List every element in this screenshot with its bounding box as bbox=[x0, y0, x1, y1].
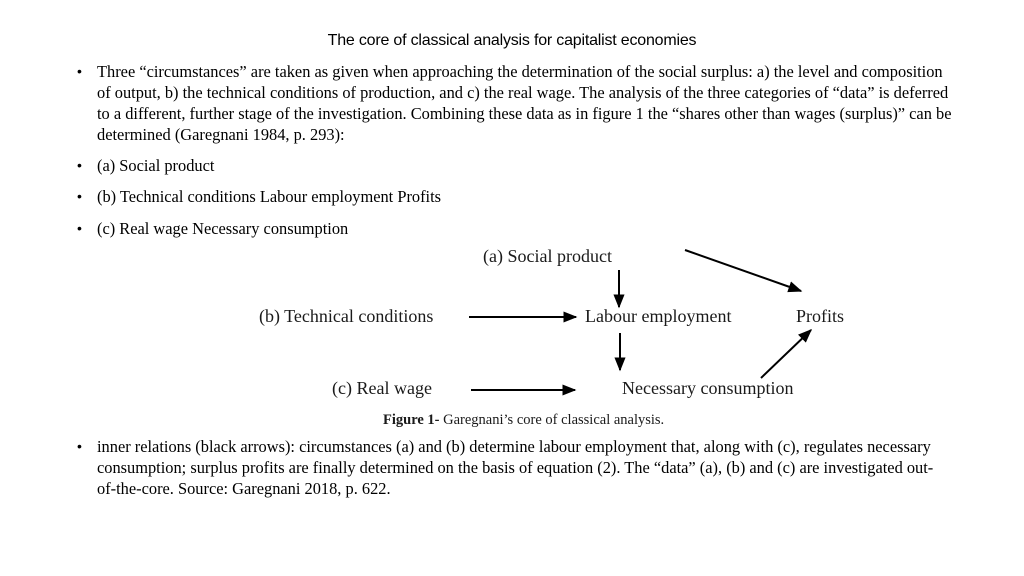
bullet-item: • (c) Real wage Necessary consumption bbox=[73, 218, 953, 239]
slide-title: The core of classical analysis for capitalist economies bbox=[327, 32, 697, 49]
node-technical-conditions: (b) Technical conditions bbox=[259, 306, 434, 326]
bottom-bullet-list bbox=[73, 436, 943, 499]
figure-caption-text: Garegnani’s core of classical analysis. bbox=[443, 412, 665, 428]
bullet-item: • inner relations (black arrows): circumstances (a) and (b) determine labour employment that, along with (c), regulates necessary consumption; surplus profits are finally determined on the basis of equation (2). The “data” (a), (b) and (c) are investigated out-of-the-core. Source: Garegnani 2018, p. 622. bbox=[73, 436, 943, 499]
bullet-item: • (b) Technical conditions Labour employment Profits bbox=[73, 186, 953, 207]
bullet-item: • (a) Social product bbox=[73, 155, 953, 176]
figure-diagram bbox=[240, 236, 880, 432]
node-real-wage: (c) Real wage bbox=[332, 378, 432, 398]
bullet-item: • Three “circumstances” are taken as given when approaching the determination of the social surplus: a) the level and composition of output, b) the technical conditions of production, and c) the real wage. The analysis of the three categories of “data” is deferred to a different, further stage of the investigation. Combining these data as in figure 1 the “shares other than wages (surplus)” can be determined (Garegnani 1984, p. 293): bbox=[73, 61, 953, 145]
node-social-product: (a) Social product bbox=[483, 246, 612, 266]
bullet-list bbox=[73, 61, 953, 239]
node-labour-employment: Labour employment bbox=[585, 306, 732, 326]
figure-caption-label: Figure 1- bbox=[383, 412, 440, 428]
arrow-social-to-profits bbox=[685, 250, 801, 291]
arrow-necessary-to-profits bbox=[761, 330, 811, 378]
node-profits: Profits bbox=[796, 306, 845, 326]
node-necessary-consumption: Necessary consumption bbox=[622, 378, 794, 398]
figure-caption bbox=[383, 412, 664, 429]
